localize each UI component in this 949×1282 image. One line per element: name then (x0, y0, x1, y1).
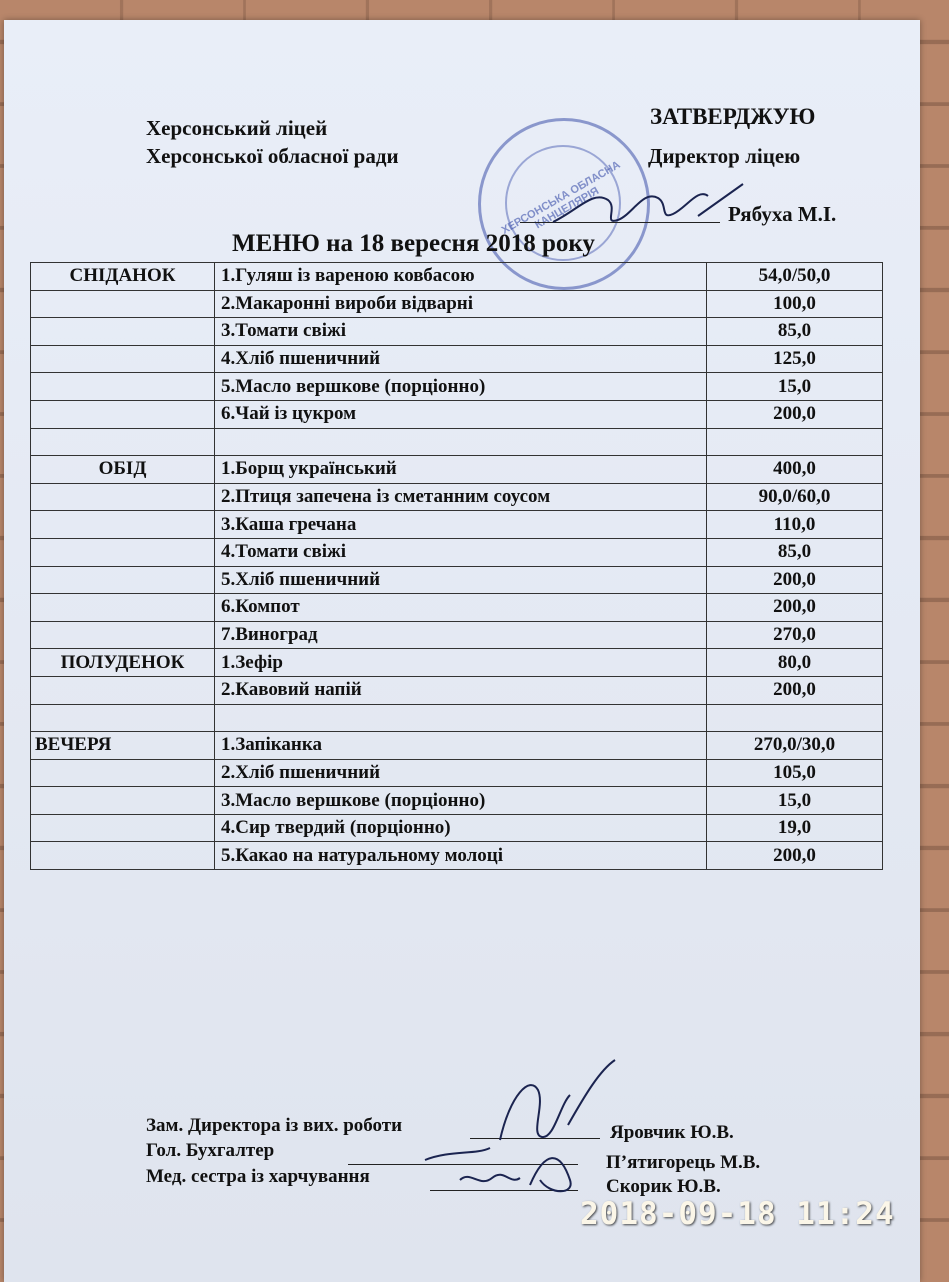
dish-cell: 4.Хліб пшеничний (215, 345, 707, 373)
dish-cell (215, 428, 707, 456)
quantity-cell: 80,0 (707, 649, 883, 677)
quantity-cell: 200,0 (707, 676, 883, 704)
menu-table (30, 262, 883, 870)
signature-role-1: Зам. Директора із вих. роботи (146, 1115, 403, 1136)
table-row (31, 400, 883, 428)
dish-cell: 5.Масло вершкове (порціонно) (215, 373, 707, 401)
quantity-cell: 400,0 (707, 456, 883, 484)
dish-cell: 5.Хліб пшеничний (215, 566, 707, 594)
meal-cell (31, 704, 215, 732)
table-row (31, 511, 883, 539)
dish-cell: 1.Гуляш із вареною ковбасою (215, 263, 707, 291)
quantity-cell: 19,0 (707, 814, 883, 842)
director-name: Рябуха М.І. (728, 202, 837, 226)
table-row (31, 649, 883, 677)
dish-cell: 4.Сир твердий (порціонно) (215, 814, 707, 842)
table-row (31, 621, 883, 649)
dish-cell: 1.Запіканка (215, 732, 707, 760)
quantity-cell: 110,0 (707, 511, 883, 539)
dish-cell: 2.Макаронні вироби відварні (215, 290, 707, 318)
table-row (31, 594, 883, 622)
signature-role-3: Мед. сестра із харчування (146, 1166, 370, 1187)
table-row (31, 538, 883, 566)
dish-cell: 3.Масло вершкове (порціонно) (215, 787, 707, 815)
meal-cell (31, 428, 215, 456)
table-row (31, 345, 883, 373)
meal-cell (31, 842, 215, 870)
table-row (31, 676, 883, 704)
meal-cell (31, 511, 215, 539)
meal-cell: ПОЛУДЕНОК (31, 649, 215, 677)
meal-cell (31, 759, 215, 787)
quantity-cell: 270,0/30,0 (707, 732, 883, 760)
dish-cell: 2.Кавовий напій (215, 676, 707, 704)
table-row (31, 290, 883, 318)
quantity-cell: 200,0 (707, 400, 883, 428)
dish-cell (215, 704, 707, 732)
meal-cell (31, 566, 215, 594)
dish-cell: 7.Виноград (215, 621, 707, 649)
dish-cell: 6.Компот (215, 594, 707, 622)
quantity-cell: 270,0 (707, 621, 883, 649)
dish-cell: 3.Каша гречана (215, 511, 707, 539)
table-row (31, 842, 883, 870)
table-row (31, 318, 883, 346)
meal-cell: ОБІД (31, 456, 215, 484)
meal-cell (31, 538, 215, 566)
meal-cell (31, 290, 215, 318)
table-row (31, 787, 883, 815)
quantity-cell (707, 704, 883, 732)
dish-cell: 3.Томати свіжі (215, 318, 707, 346)
meal-cell (31, 621, 215, 649)
meal-cell (31, 400, 215, 428)
meal-cell (31, 345, 215, 373)
table-row (31, 759, 883, 787)
org-line-1: Херсонський ліцей (146, 116, 328, 140)
director-title: Директор ліцею (648, 144, 801, 168)
meal-cell (31, 318, 215, 346)
table-row (31, 428, 883, 456)
dish-cell: 4.Томати свіжі (215, 538, 707, 566)
table-row (31, 483, 883, 511)
quantity-cell: 200,0 (707, 566, 883, 594)
meal-cell (31, 676, 215, 704)
dish-cell: 1.Борщ український (215, 456, 707, 484)
stamp-text: ХЕРСОНСЬКА ОБЛАСНА КАНЦЕЛЯРІЯ (499, 158, 623, 237)
table-row (31, 566, 883, 594)
meal-cell (31, 373, 215, 401)
meal-cell: СНІДАНОК (31, 263, 215, 291)
quantity-cell: 125,0 (707, 345, 883, 373)
table-row (31, 263, 883, 291)
meal-cell (31, 814, 215, 842)
dish-cell: 5.Какао на натуральному молоці (215, 842, 707, 870)
quantity-cell: 200,0 (707, 594, 883, 622)
table-row (31, 732, 883, 760)
quantity-cell: 100,0 (707, 290, 883, 318)
quantity-cell: 200,0 (707, 842, 883, 870)
table-row (31, 814, 883, 842)
org-line-2: Херсонської обласної ради (146, 144, 399, 168)
quantity-cell: 105,0 (707, 759, 883, 787)
meal-cell: ВЕЧЕРЯ (31, 732, 215, 760)
table-row (31, 704, 883, 732)
quantity-cell: 90,0/60,0 (707, 483, 883, 511)
meal-cell (31, 483, 215, 511)
approve-heading: ЗАТВЕРДЖУЮ (650, 104, 816, 129)
photo-timestamp: 2018-09-18 11:24 (580, 1196, 895, 1232)
meal-cell (31, 787, 215, 815)
quantity-cell: 85,0 (707, 538, 883, 566)
signature-role-2: Гол. Бухгалтер (146, 1140, 275, 1161)
signature-name-2: П’ятигорець М.В. (606, 1152, 761, 1173)
quantity-cell: 85,0 (707, 318, 883, 346)
meal-cell (31, 594, 215, 622)
table-row (31, 456, 883, 484)
quantity-cell: 15,0 (707, 373, 883, 401)
dish-cell: 1.Зефір (215, 649, 707, 677)
dish-cell: 2.Хліб пшеничний (215, 759, 707, 787)
quantity-cell (707, 428, 883, 456)
quantity-cell: 15,0 (707, 787, 883, 815)
dish-cell: 2.Птиця запечена із сметанним соусом (215, 483, 707, 511)
quantity-cell: 54,0/50,0 (707, 263, 883, 291)
signature-name-1: Яровчик Ю.В. (610, 1122, 734, 1143)
signature-name-3: Скорик Ю.В. (606, 1176, 721, 1197)
menu-title: МЕНЮ на 18 вересня 2018 року (232, 230, 595, 257)
table-row (31, 373, 883, 401)
dish-cell: 6.Чай із цукром (215, 400, 707, 428)
accountant-signature (420, 1140, 590, 1200)
